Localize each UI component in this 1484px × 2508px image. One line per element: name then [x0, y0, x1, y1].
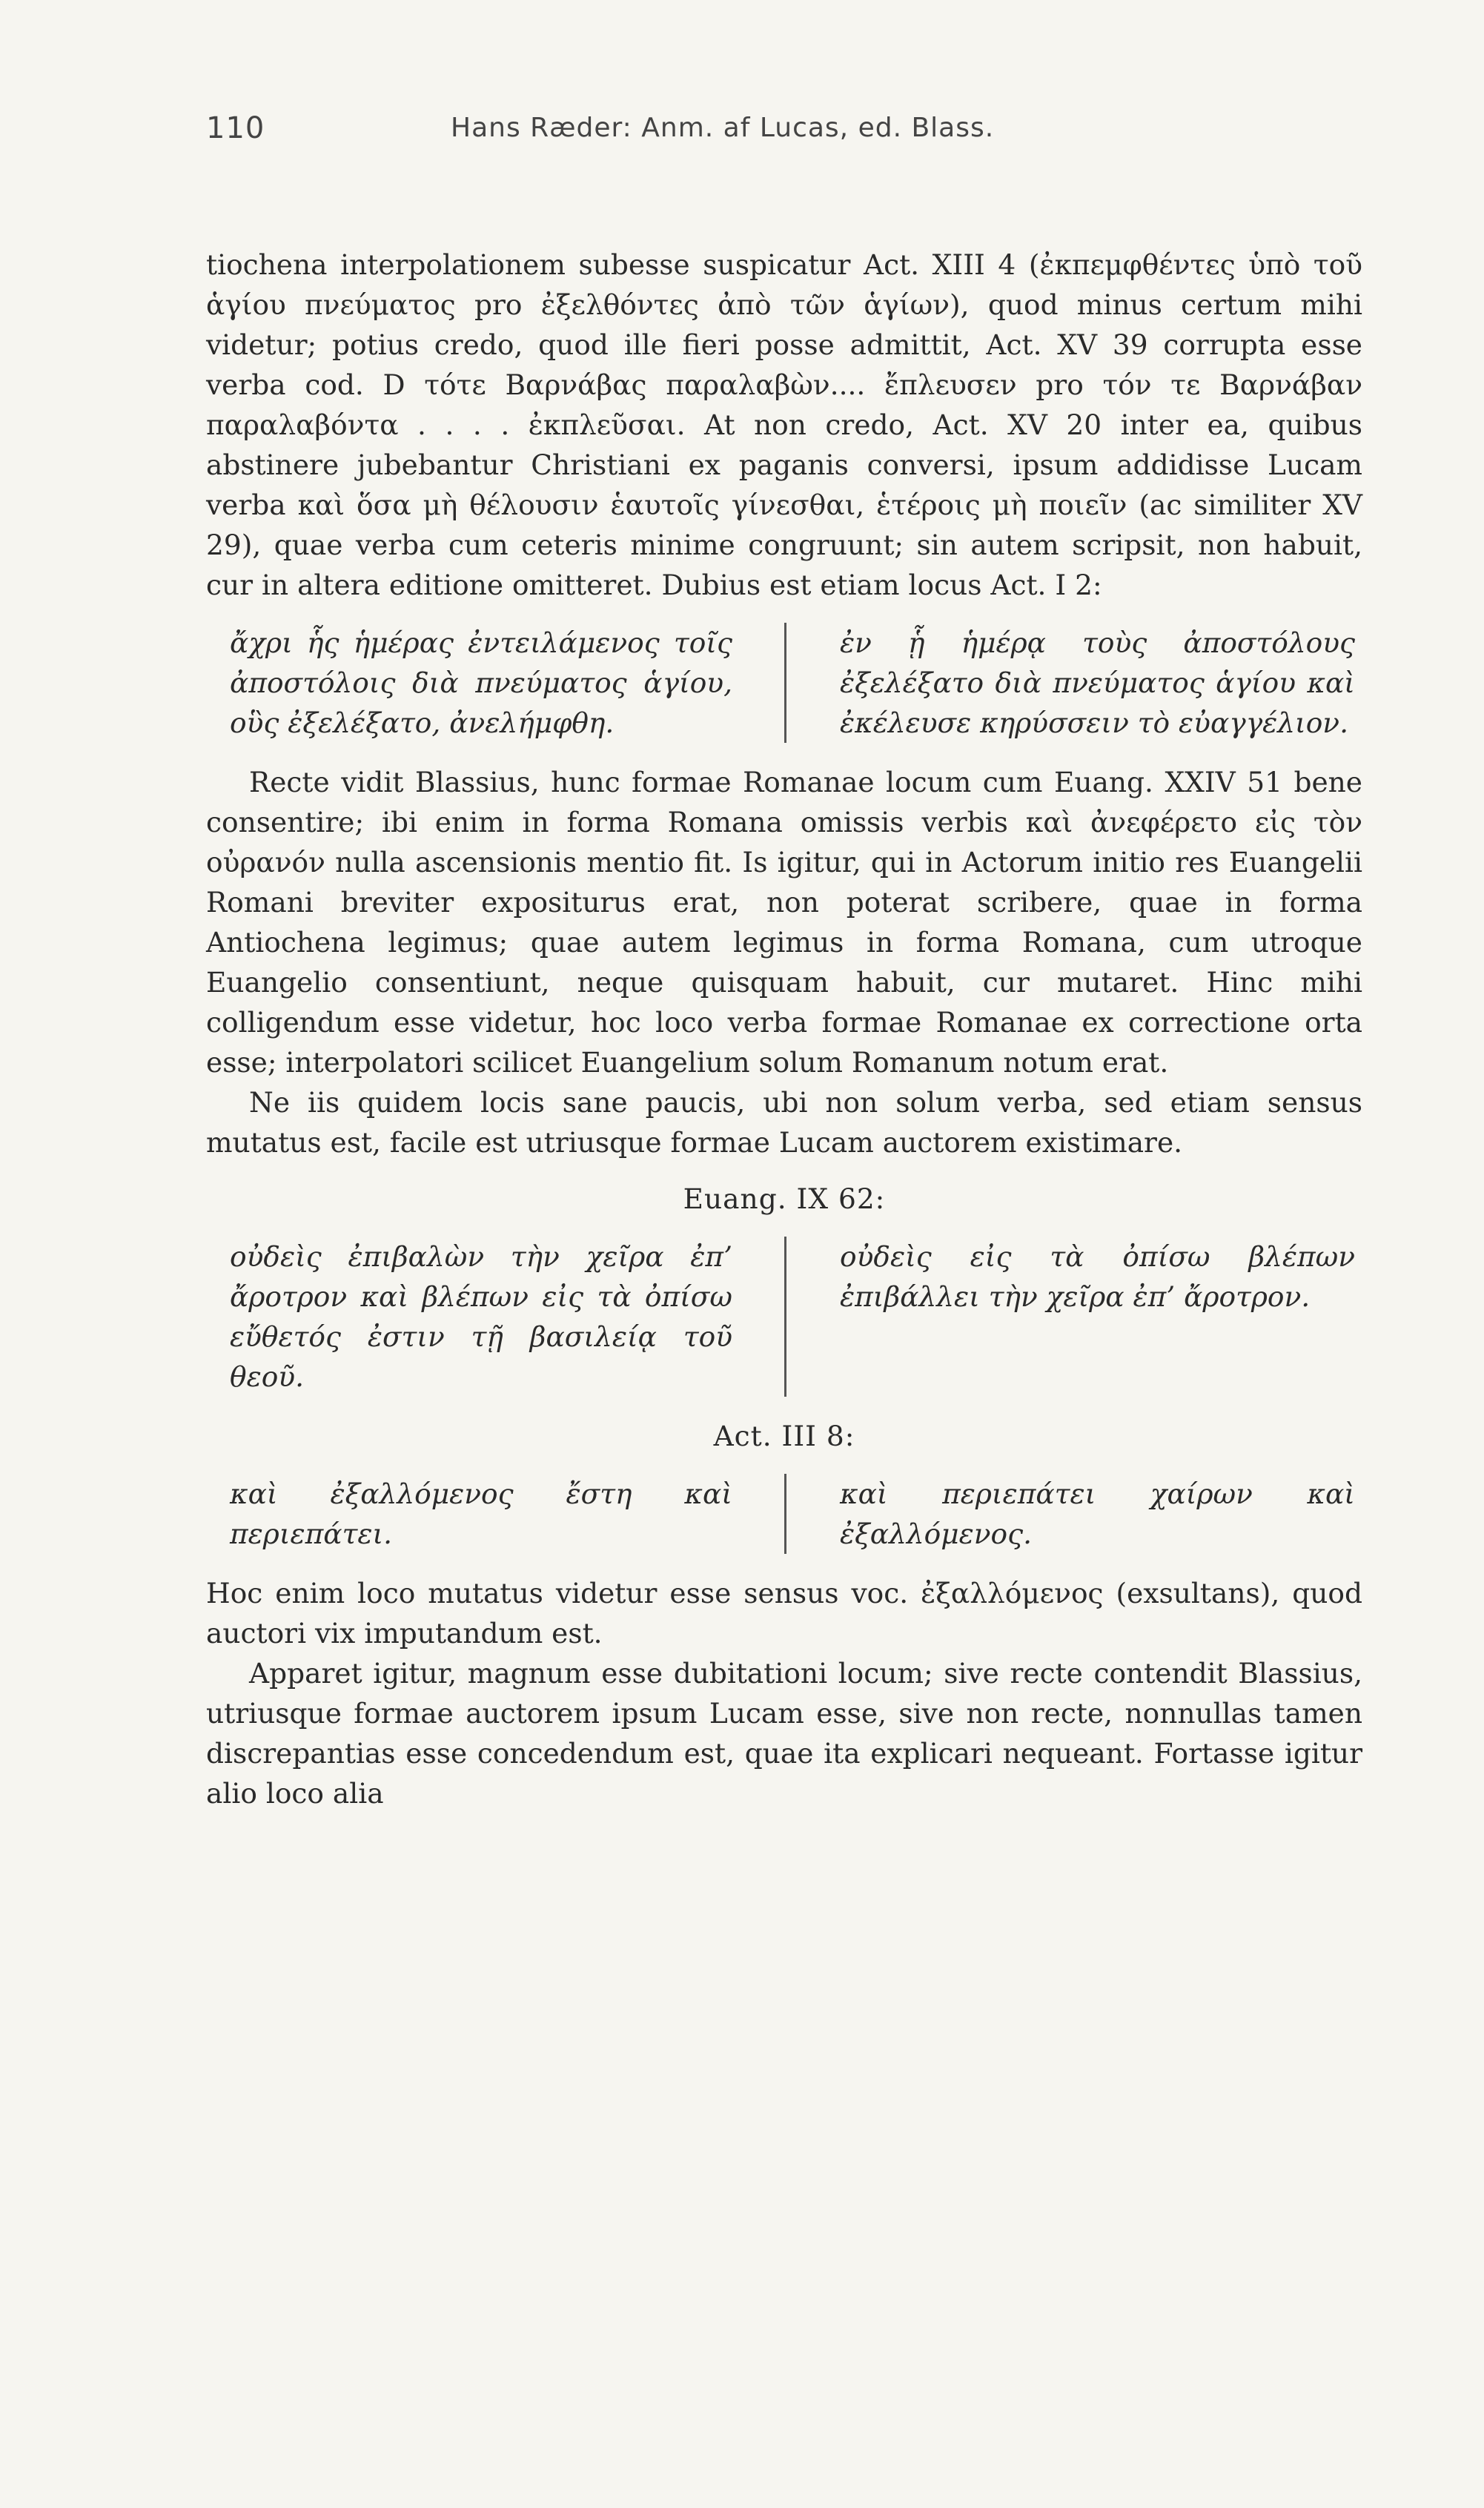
label-euang-9-62: Euang. IX 62:: [683, 1182, 886, 1215]
running-title: Hans Ræder: Anm. af Lucas, ed. Blass.: [451, 113, 995, 143]
synopsis-act-1-2-roman: ἐν ᾗ ἡμέρᾳ τοὺς ἀποστόλους ἐξελέξατο διὰ πνεύματος ἁγίου καὶ ἐκέλευσε κηρύσσειν τὸ εὐαγγέλιον.: [784, 623, 1362, 743]
synopsis-act-1-2: [206, 623, 1362, 743]
synopsis-act-1-2-antiochene: ἄχρι ἧς ἡμέρας ἐντειλάμενος τοῖς ἀποστόλοις διὰ πνεύματος ἁγίου, οὓς ἐξελέξατο, ἀνελήμφθη.: [230, 626, 732, 739]
synopsis-act-3-8: [206, 1474, 1362, 1554]
paragraph-5: Apparet igitur, magnum esse dubitationi locum; sive recte contendit Blassius, utriusque formae auctorem ipsum Lucam esse, sive non recte, nonnullas tamen discrepantias esse concedendum est, quae ita explicari nequeant. Fortasse igitur alio loco alia: [206, 1657, 1362, 1810]
label-act-3-8: Act. III 8:: [713, 1420, 855, 1452]
running-head: [206, 104, 1362, 163]
book-page: [206, 104, 1362, 1813]
synopsis-euang-9-62-right: οὐδεὶς εἰς τὰ ὀπίσω βλέπων ἐπιβάλλει τὴν χεῖρα ἐπ’ ἄροτρον.: [784, 1237, 1362, 1397]
synopsis-act-3-8-right: καὶ περιεπάτει χαίρων καὶ ἐξαλλόμενος.: [784, 1474, 1362, 1554]
synopsis-euang-9-62-left: οὐδεὶς ἐπιβαλὼν τὴν χεῖρα ἐπ’ ἄροτρον καὶ βλέπων εἰς τὰ ὀπίσω εὔθετός ἐστιν τῇ βασιλείᾳ τοῦ θεοῦ.: [230, 1240, 732, 1393]
synopsis-euang-9-62: [206, 1237, 1362, 1397]
synopsis-act-3-8-left: καὶ ἐξαλλόμενος ἔστη καὶ περιεπάτει.: [230, 1478, 732, 1550]
paragraph-3: Ne iis quidem locis sane paucis, ubi non solum verba, sed etiam sensus mutatus est, facile est utriusque formae Lucam auctorem existimare.: [206, 1086, 1362, 1159]
paragraph-4: Hoc enim loco mutatus videtur esse sensus voc. ἐξαλλόμενος (exsultans), quod auctori vix imputandum est.: [206, 1577, 1362, 1650]
paragraph-2: Recte vidit Blassius, hunc formae Romanae locum cum Euang. XXIV 51 bene consentire; ibi enim in forma Romana omissis verbis καὶ ἀνεφέρετο εἰς τὸν οὐρανόν nulla ascensionis mentio fit. Is igitur, qui in Actorum initio res Euangelii Romani breviter expositurus erat, non poterat scribere, quae in forma Antiochena legimus; quae autem legimus in forma Romana, cum utroque Euangelio consentiunt, neque quisquam habuit, cur mutaret. Hinc mihi colligendum esse videtur, hoc loco verba formae Romanae ex correctione orta esse; interpolatori scilicet Euangelium solum Romanum notum erat.: [206, 766, 1362, 1079]
page-number: 110: [206, 111, 265, 145]
paragraph-1: tiochena interpolationem subesse suspicatur Act. XIII 4 (ἐκπεμφθέντες ὑπὸ τοῦ ἁγίου πνεύματος pro ἐξελθόντες ἀπὸ τῶν ἁγίων), quod minus certum mihi videtur; potius credo, quod ille fieri posse admittit, Act. XV 39 corrupta esse verba cod. D τότε Βαρνάβας παραλαβὼν.... ἔπλευσεν pro τόν τε Βαρνάβαν παραλαβόντα . . . . ἐκπλεῦσαι. At non credo, Act. XV 20 inter ea, quibus abstinere jubebantur Christiani ex paganis conversi, ipsum addidisse Lucam verba καὶ ὅσα μὴ θέλουσιν ἑαυτοῖς γίνεσθαι, ἑτέροις μὴ ποιεῖν (ac similiter XV 29), quae verba cum ceteris minime congruunt; sin autem scripsit, non habuit, cur in altera editione omitteret. Dubius est etiam locus Act. I 2:: [206, 248, 1362, 601]
